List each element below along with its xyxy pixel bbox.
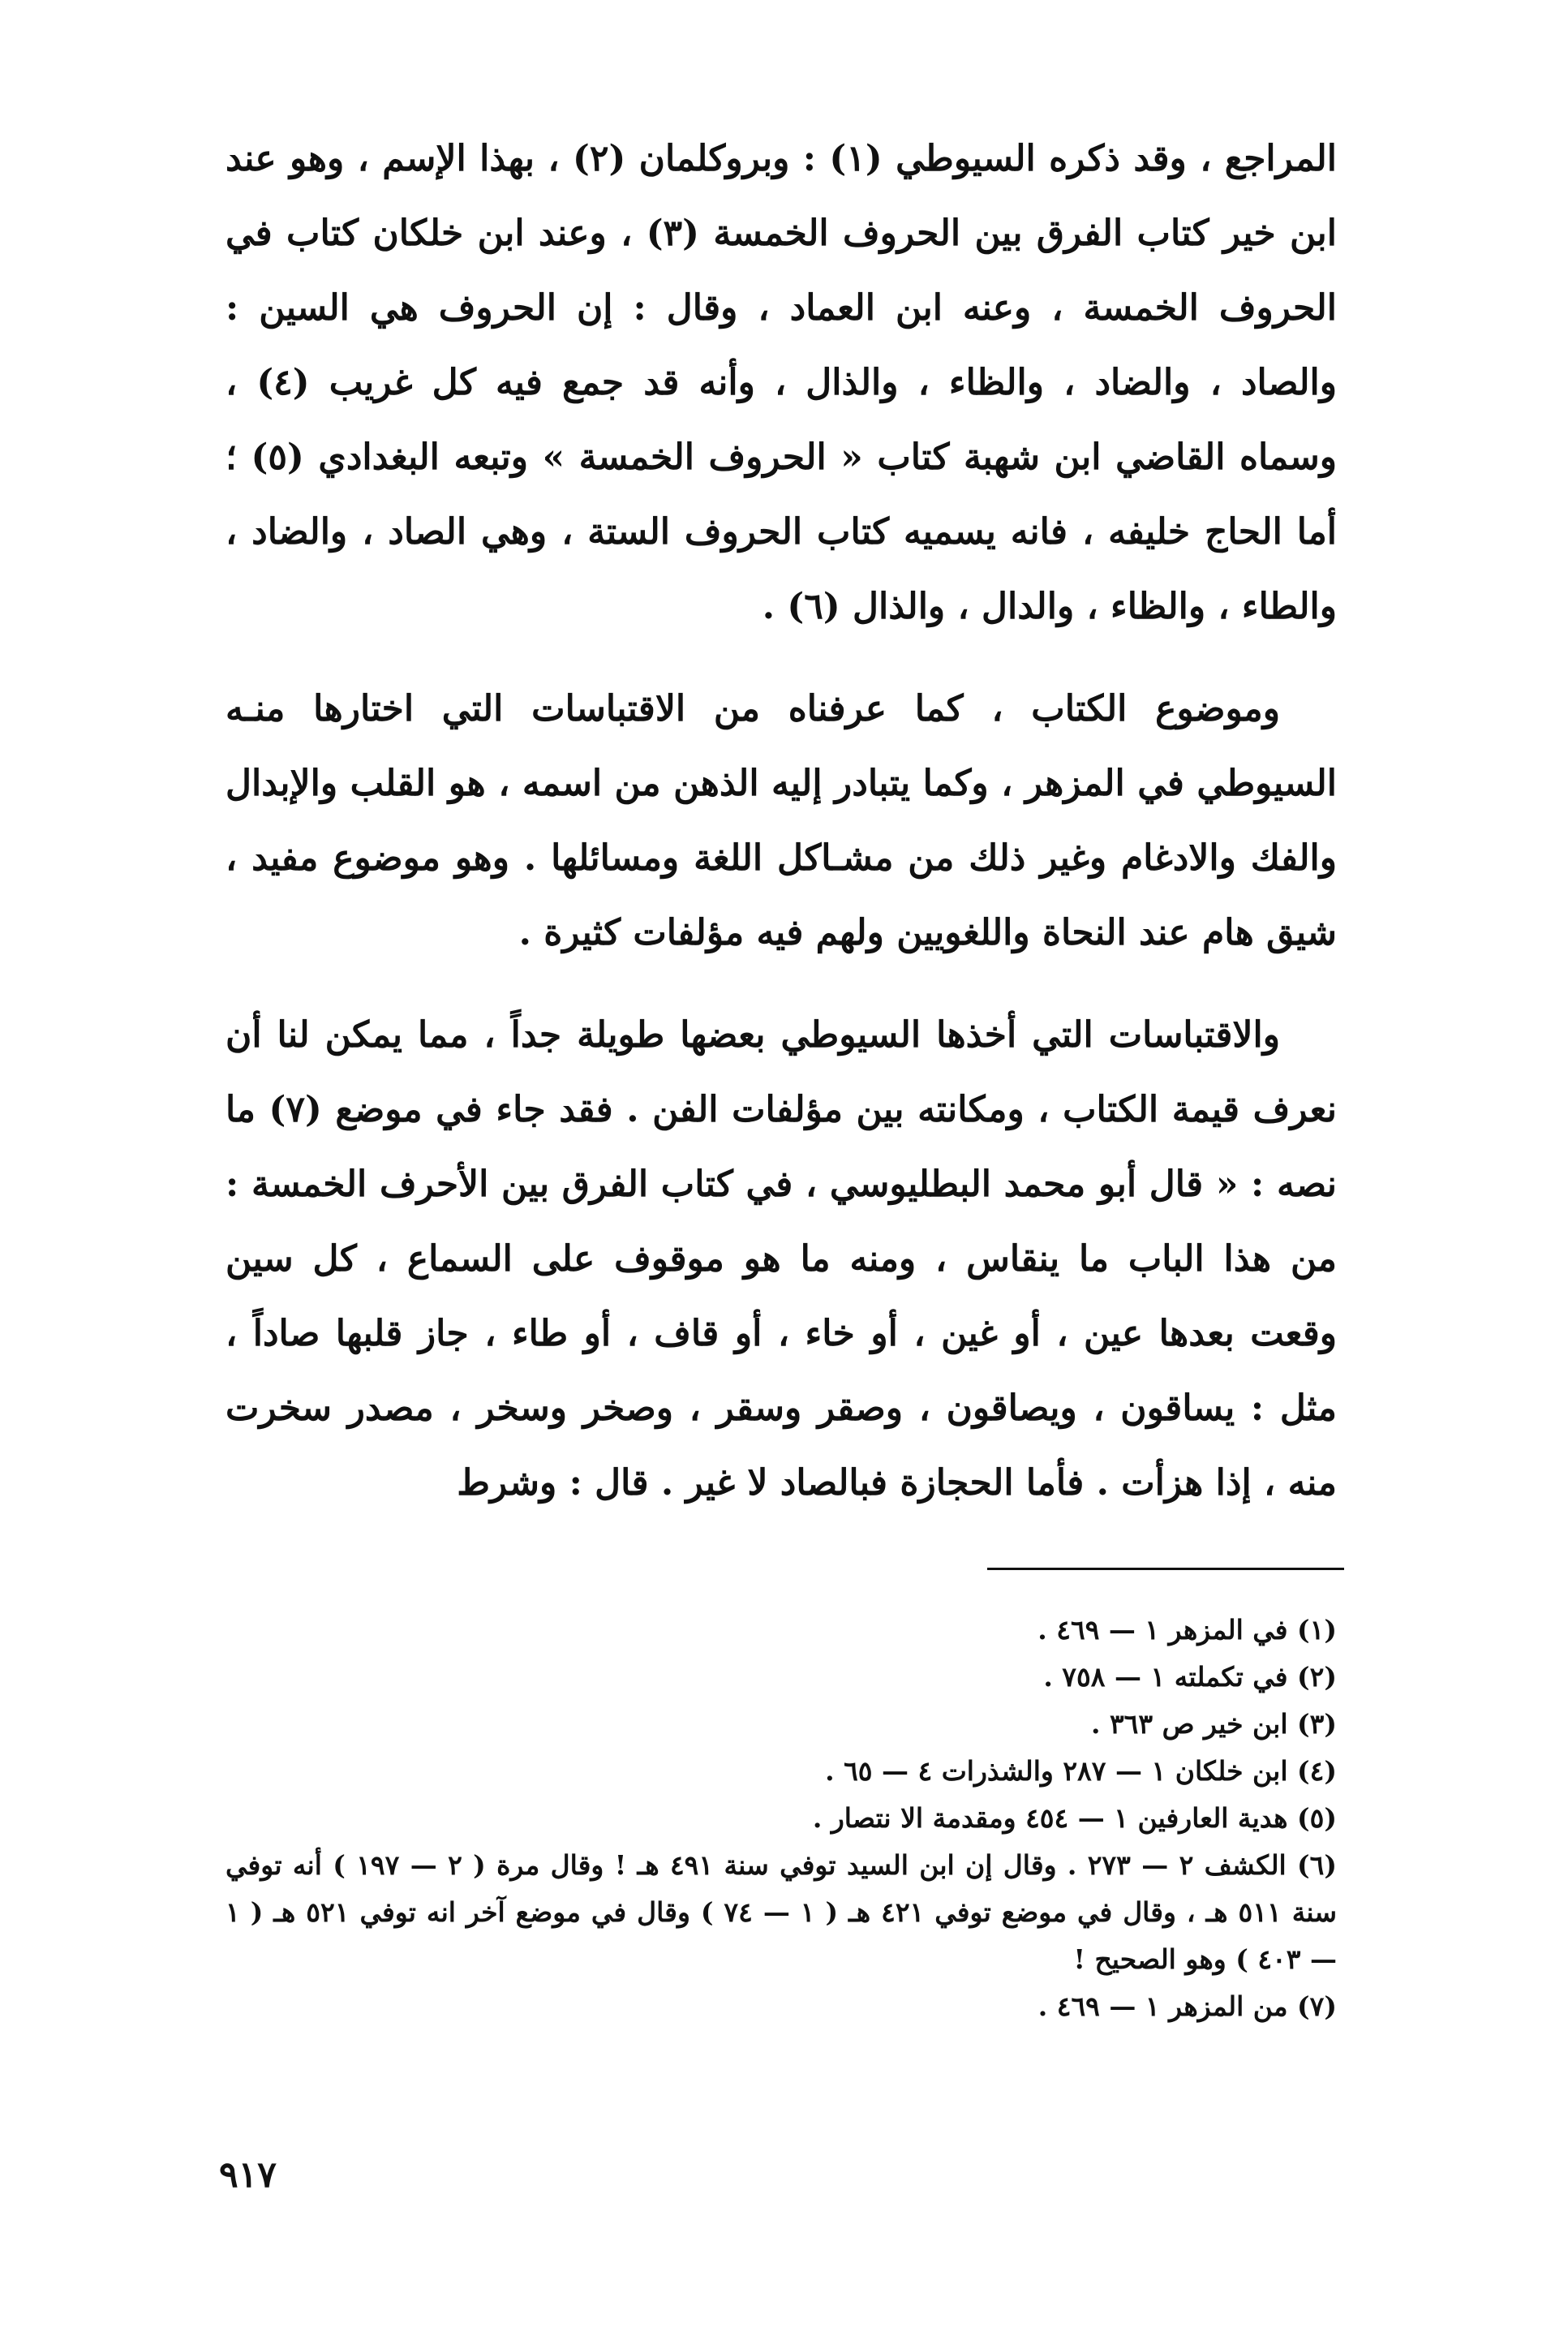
footnote-1: (١) في المزهر ١ — ٤٦٩ .	[1037, 1614, 1337, 1646]
footnote-separator	[987, 1568, 1344, 1570]
footnote-2: (٢) في تكملته ١ — ٧٥٨ .	[1043, 1661, 1337, 1693]
footnote-5: (٥) هدية العارفين ١ — ٤٥٤ ومقدمة الا نتصار .	[812, 1802, 1337, 1834]
page-number: ٩١٧	[219, 2154, 277, 2196]
paragraph-2: وموضوع الكتاب ، كما عرفناه من الاقتباسات التي اختارها منـه السيوطي في المزهر ، وكما يتبادر إليه الذهن من اسمه ، هو القلب والإبدال والفك والادغام وغير ذلك من مشـاكل اللغة ومسائلها . وهو موضوع مفيد ، شيق هام عند النحاة واللغويين ولهم فيه مؤلفات كثيرة .	[226, 688, 1337, 953]
footnotes	[226, 1607, 1337, 2030]
main-text	[226, 122, 1337, 1548]
footnote-4: (٤) ابن خلكان ١ — ٢٨٧ والشذرات ٤ — ٦٥ .	[825, 1755, 1337, 1787]
paragraph-3: والاقتباسات التي أخذها السيوطي بعضها طويلة جداً ، مما يمكن لنا أن نعرف قيمة الكتاب ، ومكانته بين مؤلفات الفن . فقد جاء في موضع (٧) ما نصه : « قال أبو محمد البطليوسي ، في كتاب الفرق بين الأحرف الخمسة : من هذا الباب ما ينقاس ، ومنه ما هو موقوف على السماع ، كل سين وقعت بعدها عين ، أو غين ، أو خاء ، أو قاف ، أو طاء ، جاز قلبها صاداً ، مثل : يساقون ، ويصاقون ، وصقر وسقر ، وصخر وسخر ، مصدر سخرت منه ، إذا هزأت . فأما الحجازة فبالصاد لا غير . قال : وشرط	[226, 1014, 1338, 1504]
footnote-3: (٣) ابن خير ص ٣٦٣ .	[1090, 1708, 1337, 1740]
paragraph-1: المراجع ، وقد ذكره السيوطي (١) : وبروكلمان (٢) ، بهذا الإسم ، وهو عند ابن خير كتاب الفرق بين الحروف الخمسة (٣) ، وعند ابن خلكان كتاب في الحروف الخمسة ، وعنه ابن العماد ، وقال : إن الحروف هي السين : والصاد ، والضاد ، والظاء ، والذال ، وأنه قد جمع فيه كل غريب (٤) ، وسماه القاضي ابن شهبة كتاب « الحروف الخمسة » وتبعه البغدادي (٥) ؛ أما الحاج خليفه ، فانه يسميه كتاب الحروف الستة ، وهي الصاد ، والضاد ، والطاء ، والظاء ، والدال ، والذال (٦) .	[226, 138, 1338, 627]
footnote-6: (٦) الكشف ٢ — ٢٧٣ . وقال إن ابن السيد توفي سنة ٤٩١ هـ ! وقال مرة ( ٢ — ١٩٧ ) أنه توفي سنة ٥١١ هـ ، وقال في موضع توفي ٤٢١ هـ ( ١ — ٧٤ ) وقال في موضع آخر انه توفي ٥٢١ هـ ( ١ — ٤٠٣ ) وهو الصحيح !	[226, 1849, 1338, 1975]
footnote-7: (٧) من المزهر ١ — ٤٦٩ .	[1037, 1990, 1337, 2022]
